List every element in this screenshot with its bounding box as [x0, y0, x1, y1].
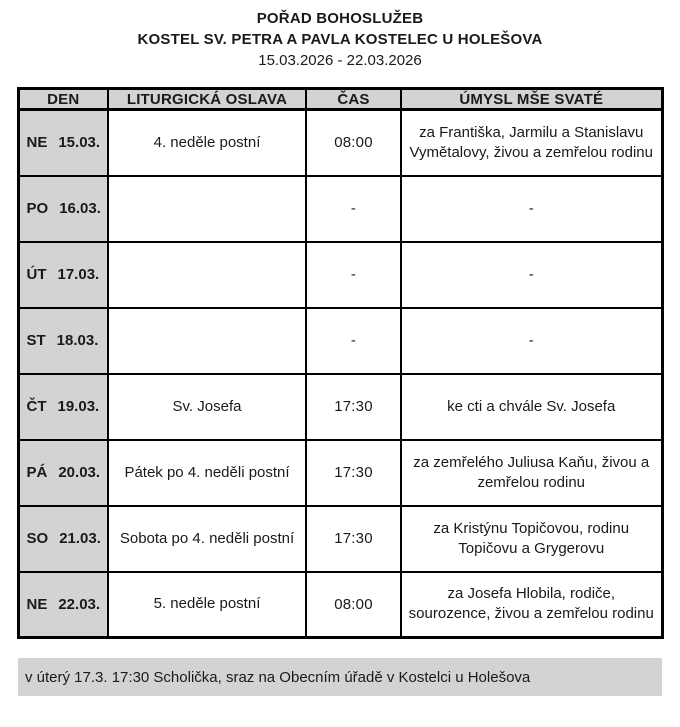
- table-row: [18, 506, 662, 572]
- title-block: [0, 0, 680, 71]
- time-cell: 17:30: [306, 374, 401, 440]
- day-abbreviation: ČT: [26, 398, 47, 415]
- day-cell: [18, 242, 108, 308]
- table-row: [18, 308, 662, 374]
- table-row: [18, 440, 662, 506]
- day-abbreviation: ÚT: [26, 266, 47, 283]
- column-header-den: DEN: [18, 89, 108, 110]
- day-date: 18.03.: [56, 332, 99, 349]
- day-date: 21.03.: [59, 530, 101, 547]
- schedule-body: [18, 110, 662, 638]
- table-row: [18, 176, 662, 242]
- celebration-cell: [108, 242, 306, 308]
- intention-cell: -: [401, 308, 662, 374]
- celebration-cell: [108, 176, 306, 242]
- time-cell: -: [306, 242, 401, 308]
- column-header-cas: ČAS: [306, 89, 401, 110]
- day-abbreviation: PÁ: [26, 464, 48, 481]
- church-name: KOSTEL SV. PETRA A PAVLA KOSTELEC U HOLEŠOVA: [137, 31, 543, 48]
- header-row: [18, 89, 662, 110]
- celebration-cell: Sv. Josefa: [108, 374, 306, 440]
- day-abbreviation: SO: [26, 530, 49, 547]
- announcement-bar: [18, 658, 662, 696]
- intention-cell: za zemřelého Juliusa Kaňu, živou a zemřelou rodinu: [401, 440, 662, 506]
- celebration-cell: Sobota po 4. neděli postní: [108, 506, 306, 572]
- day-cell: [18, 572, 108, 638]
- day-wrap: [20, 464, 108, 481]
- day-wrap: [20, 266, 108, 283]
- schedule-header: [18, 89, 662, 110]
- day-cell: [18, 308, 108, 374]
- day-cell: [18, 110, 108, 176]
- intention-cell: -: [401, 242, 662, 308]
- day-wrap: [20, 200, 108, 217]
- day-date: 17.03.: [57, 266, 100, 283]
- day-cell: [18, 506, 108, 572]
- celebration-cell: [108, 308, 306, 374]
- day-wrap: [20, 134, 108, 151]
- intention-cell: ke cti a chvále Sv. Josefa: [401, 374, 662, 440]
- day-abbreviation: NE: [26, 595, 48, 613]
- day-cell: [18, 440, 108, 506]
- intention-cell: za Josefa Hlobila, rodiče, sourozence, živou a zemřelou rodinu: [401, 572, 662, 638]
- time-cell: -: [306, 308, 401, 374]
- announcement-text: v úterý 17.3. 17:30 Scholička, sraz na Obecním úřadě v Kostelci u Holešova: [25, 668, 531, 686]
- intention-cell: za Kristýnu Topičovou, rodinu Topičovu a Grygerovu: [401, 506, 662, 572]
- day-abbreviation: PO: [26, 200, 49, 217]
- schedule-table: [17, 87, 664, 639]
- column-header-umysl-mse-svate: ÚMYSL MŠE SVATÉ: [401, 89, 662, 110]
- day-cell: [18, 176, 108, 242]
- date-range: 15.03.2026 - 22.03.2026: [258, 52, 422, 69]
- celebration-cell: Pátek po 4. neděli postní: [108, 440, 306, 506]
- table-row: [18, 242, 662, 308]
- day-cell: [18, 374, 108, 440]
- table-row: [18, 572, 662, 638]
- page-title: POŘAD BOHOSLUŽEB: [256, 10, 424, 27]
- day-wrap: [20, 398, 108, 415]
- day-date: 15.03.: [58, 134, 101, 152]
- time-cell: 17:30: [306, 440, 401, 506]
- time-cell: 08:00: [306, 572, 401, 638]
- day-wrap: [20, 530, 108, 547]
- table-row: [18, 374, 662, 440]
- column-header-liturgicka-oslava: LITURGICKÁ OSLAVA: [108, 89, 306, 110]
- intention-cell: za Františka, Jarmilu a Stanislavu Vymětalovy, živou a zemřelou rodinu: [401, 110, 662, 176]
- day-abbreviation: NE: [26, 134, 48, 152]
- day-wrap: [20, 332, 108, 349]
- celebration-cell: 5. neděle postní: [108, 572, 306, 638]
- day-wrap: [20, 596, 108, 613]
- intention-cell: -: [401, 176, 662, 242]
- time-cell: 17:30: [306, 506, 401, 572]
- day-abbreviation: ST: [26, 332, 46, 349]
- day-date: 20.03.: [58, 464, 101, 481]
- day-date: 22.03.: [58, 595, 101, 613]
- time-cell: -: [306, 176, 401, 242]
- time-cell: 08:00: [306, 110, 401, 176]
- day-date: 16.03.: [59, 200, 101, 217]
- celebration-cell: 4. neděle postní: [108, 110, 306, 176]
- table-row: [18, 110, 662, 176]
- day-date: 19.03.: [57, 398, 100, 415]
